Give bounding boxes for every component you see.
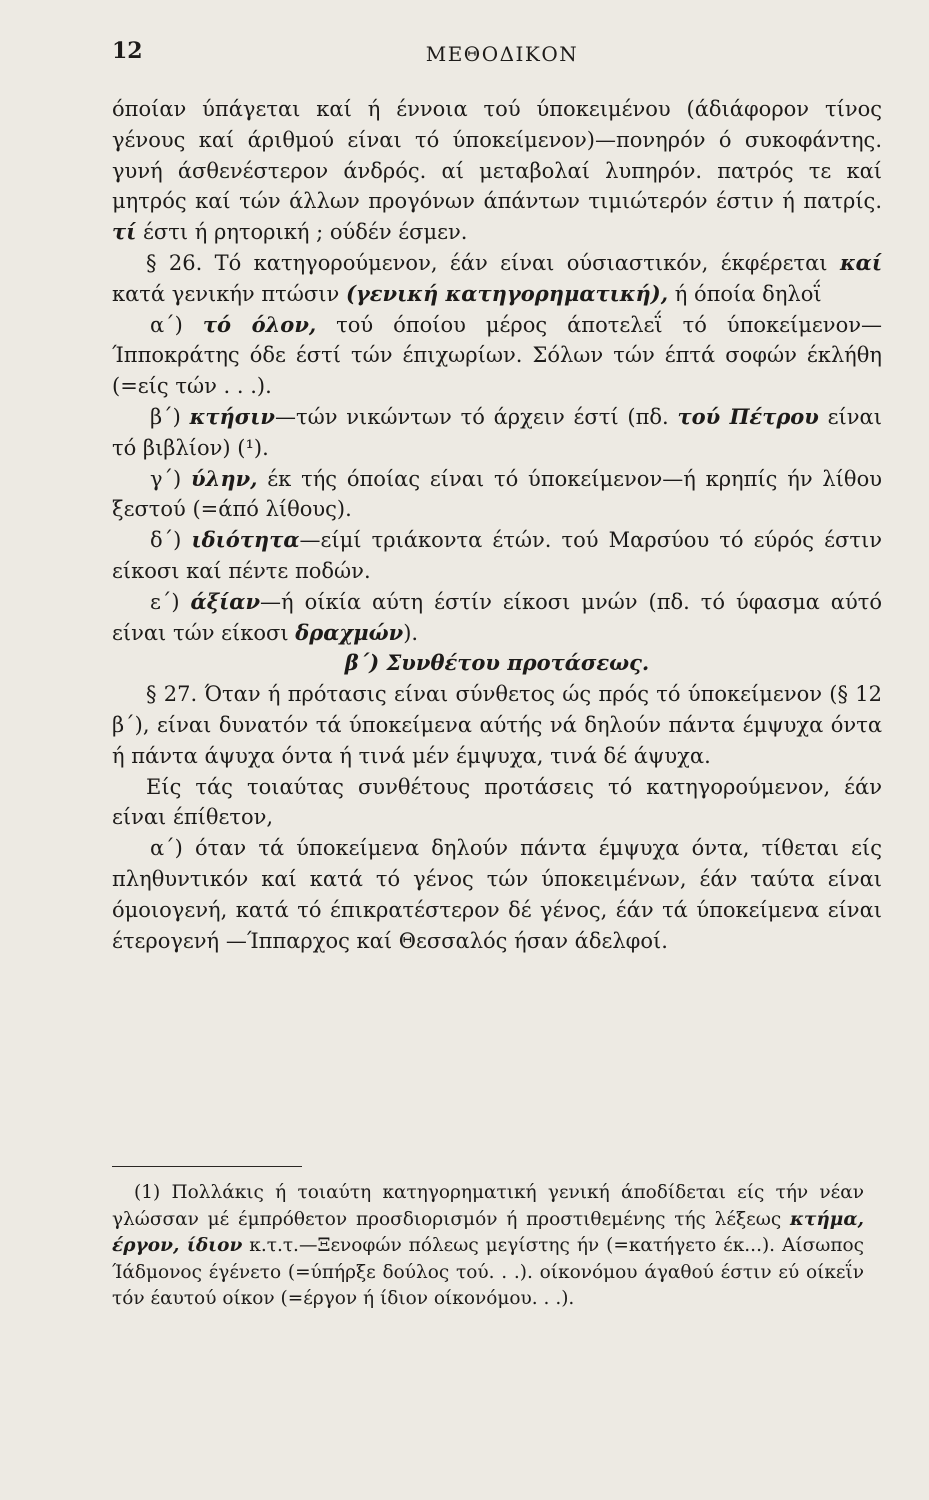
list-item-delta: δ΄) ιδιότητα—είμί τριάκοντα έτών. τού Μαρσύου τό εύρός έστιν είκοσι καί πέντε ποδών. <box>112 527 882 583</box>
list-item-epsilon: ε΄) άξίαν—ή οίκία αύτη έστίν είκοσι μνών (πδ. τό ύφασμα αύτό είναι τών είκοσι δραχμών). <box>112 588 882 645</box>
section-27: § 27. Όταν ή πρότασις είναι σύνθετος ώς πρός τό ύποκείμενον (§ 12 β΄), είναι δυνατόν τά ύποκείμενα αύτής νά δηλούν πάντα έμψυχα όντα ή πάντα άψυχα όντα ή τινά μέν έμψυχα, τινά δέ άψυχα. <box>112 682 882 768</box>
footnote-text: (1) Πολλάκις ή τοιαύτη κατηγορηματική γενική άποδίδεται είς τήν νέαν γλώσσαν μέ έμπρόθετον προσδιορισμόν ή προστιθεμένης τής λέξεως κτήμα, έργον, ίδιον κ.τ.τ.—Ξενοφών πόλεως μεγίστης ήν (=κατήγετο έκ...). Αίσωπος Ίάδμονος έγένετο (=ύπήρξε δούλος τού. . .). οίκονόμου άγαθού έστιν εύ οίκεΐν τόν έαυτού οίκον (=έργον ή ίδιον οίκονόμου. . .). <box>112 1182 864 1310</box>
list-item-gamma: γ΄) ύλην, έκ τής όποίας είναι τό ύποκείμενον—ή κρηπίς ήν λίθου ξεστού (=άπό λίθους). <box>112 465 882 522</box>
list-item-alpha: α΄) τό όλον, τού όποίου μέρος άποτελεΐ τό ύποκείμενον—Ίπποκράτης όδε έστί τών έπιχωρίων. Σόλων τών έπτά σοφών έκλήθη (=είς τών . . .). <box>112 311 882 399</box>
running-title: ΜΕΘΟΔΙΚΟΝ <box>425 42 579 66</box>
footnote-divider <box>112 1166 302 1167</box>
paragraph-eis: Είς τάς τοιαύτας συνθέτους προτάσεις τό κατηγορούμενον, έάν είναι έπίθετον, <box>112 774 882 830</box>
list-item-alpha-2: α΄) όταν τά ύποκείμενα δηλούν πάντα έμψυχα όντα, τίθεται είς πληθυντικόν καί κατά τό γένος τών ύποκειμένων, έάν ταύτα είναι όμοιογενή, κατά τό έπικρατέστερον δέ γένος, έάν τά ύποκείμενα είναι έτερογενή —Ίππαρχος καί Θεσσαλός ήσαν άδελφοί. <box>112 836 882 953</box>
page-number: 12 <box>112 38 143 64</box>
subheading-compound: β΄) Συνθέτου προτάσεως. <box>344 650 650 676</box>
list-item-beta: β΄) κτήσιν—τών νικώντων τό άρχειν έστί (πδ. τού Πέτρου είναι τό βιβλίον) (¹). <box>112 403 882 460</box>
page-header <box>112 38 892 78</box>
main-text <box>112 94 882 956</box>
paragraph-intro: όποίαν ύπάγεται καί ή έννοια τού ύποκειμένου (άδιάφορον τίνος γένους καί άριθμού είναι τό ύποκείμενον)—πονηρόν ό συκοφάντης. γυνή άσθενέστερον άνδρός. αί μεταβολαί λυπηρόν. πατρός τε καί μητρός καί τών άλλων προγόνων άπάντων τιμιώτερόν έστιν ή πατρίς. τί έστι ή ρητορική ; ούδέν έσμεν. <box>112 97 882 245</box>
section-26: § 26. Τό κατηγορούμενον, έάν είναι ούσιαστικόν, έκφέρεται καί κατά γενικήν πτώσιν (γενική κατηγορηματική), ή όποία δηλοΐ <box>112 249 882 306</box>
footnote <box>112 1180 864 1313</box>
